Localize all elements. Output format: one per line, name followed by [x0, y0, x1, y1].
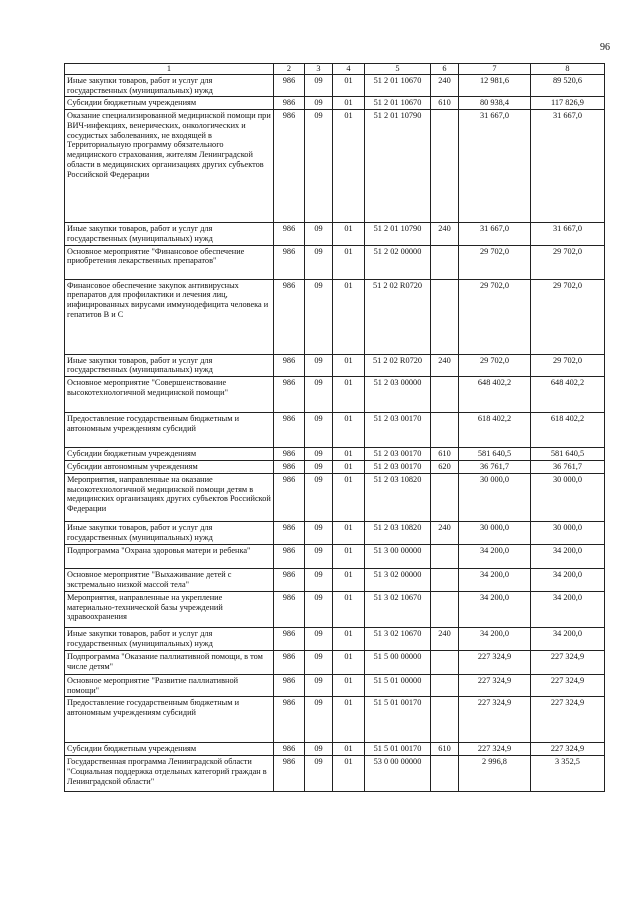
- cell-v1: 2 996,8: [459, 756, 531, 792]
- table-row: [65, 461, 605, 474]
- cell-grbs: 986: [274, 697, 305, 743]
- cell-pr: 01: [333, 413, 365, 448]
- cell-name: Иные закупки товаров, работ и услуг для государственных (муниципальных) нужд: [65, 627, 274, 650]
- cell-vr: [431, 413, 459, 448]
- cell-vr: [431, 110, 459, 223]
- cell-v1: 29 702,0: [459, 354, 531, 377]
- cell-v1: 31 667,0: [459, 223, 531, 246]
- cell-name: Основное мероприятие "Финансовое обеспечение приобретения лекарственных препаратов": [65, 245, 274, 279]
- cell-csr: 51 3 00 00000: [365, 544, 431, 568]
- cell-pr: 01: [333, 473, 365, 521]
- cell-name: Основное мероприятие "Совершенствование высокотехнологичной медицинской помощи": [65, 377, 274, 413]
- cell-name: Иные закупки товаров, работ и услуг для государственных (муниципальных) нужд: [65, 223, 274, 246]
- cell-csr: 51 5 01 00000: [365, 674, 431, 697]
- cell-v1: 34 200,0: [459, 591, 531, 627]
- cell-vr: 240: [431, 74, 459, 97]
- cell-grbs: 986: [274, 473, 305, 521]
- cell-pr: 01: [333, 650, 365, 674]
- cell-v1: 30 000,0: [459, 521, 531, 544]
- cell-grbs: 986: [274, 74, 305, 97]
- cell-rz: 09: [305, 461, 333, 474]
- cell-pr: 01: [333, 674, 365, 697]
- cell-grbs: 986: [274, 521, 305, 544]
- table-row: [65, 448, 605, 461]
- cell-v1: 227 324,9: [459, 674, 531, 697]
- table-row: [65, 743, 605, 756]
- cell-rz: 09: [305, 756, 333, 792]
- table-row: [65, 756, 605, 792]
- cell-vr: 240: [431, 354, 459, 377]
- cell-name: Мероприятия, направленные на укрепление материально-технической базы учреждений здравоохранения: [65, 591, 274, 627]
- cell-v2: 34 200,0: [531, 591, 605, 627]
- cell-v2: 30 000,0: [531, 521, 605, 544]
- cell-v2: 34 200,0: [531, 627, 605, 650]
- column-header: 6: [431, 64, 459, 75]
- cell-vr: [431, 697, 459, 743]
- cell-csr: 51 2 02 00000: [365, 245, 431, 279]
- cell-v2: 227 324,9: [531, 743, 605, 756]
- cell-v2: 34 200,0: [531, 544, 605, 568]
- cell-v2: 34 200,0: [531, 568, 605, 591]
- cell-csr: 51 2 03 10820: [365, 473, 431, 521]
- cell-pr: 01: [333, 743, 365, 756]
- cell-v1: 30 000,0: [459, 473, 531, 521]
- cell-grbs: 986: [274, 674, 305, 697]
- cell-v1: 34 200,0: [459, 568, 531, 591]
- cell-csr: 51 2 01 10670: [365, 97, 431, 110]
- cell-grbs: 986: [274, 223, 305, 246]
- cell-csr: 51 2 03 00000: [365, 377, 431, 413]
- cell-v2: 36 761,7: [531, 461, 605, 474]
- cell-v1: 618 402,2: [459, 413, 531, 448]
- cell-name: Субсидии автономным учреждениям: [65, 461, 274, 474]
- cell-vr: [431, 674, 459, 697]
- cell-grbs: 986: [274, 97, 305, 110]
- column-header: 8: [531, 64, 605, 75]
- table-row: [65, 245, 605, 279]
- cell-vr: 240: [431, 627, 459, 650]
- cell-pr: 01: [333, 544, 365, 568]
- cell-vr: [431, 544, 459, 568]
- cell-v1: 29 702,0: [459, 279, 531, 354]
- cell-rz: 09: [305, 97, 333, 110]
- cell-grbs: 986: [274, 279, 305, 354]
- table-row: [65, 591, 605, 627]
- page-number: 96: [600, 42, 610, 53]
- cell-vr: [431, 473, 459, 521]
- cell-name: Оказание специализированной медицинской помощи при ВИЧ-инфекциях, венерических, онкологических и сосудистых заболеваниях, не входящей в Территориальную программу обязательного медицинского страхования, жителям Ленинградской области в медицинских организациях других субъектов Российской Федерации: [65, 110, 274, 223]
- table-row: [65, 377, 605, 413]
- cell-csr: 51 5 01 00170: [365, 697, 431, 743]
- cell-v1: 31 667,0: [459, 110, 531, 223]
- cell-csr: 51 2 03 00170: [365, 448, 431, 461]
- cell-name: Государственная программа Ленинградской области "Социальная поддержка отдельных категорий граждан в Ленинградской области": [65, 756, 274, 792]
- cell-v2: 30 000,0: [531, 473, 605, 521]
- table-row: [65, 110, 605, 223]
- table-row: [65, 544, 605, 568]
- cell-rz: 09: [305, 473, 333, 521]
- cell-pr: 01: [333, 568, 365, 591]
- cell-vr: 240: [431, 223, 459, 246]
- cell-v2: 31 667,0: [531, 223, 605, 246]
- cell-csr: 51 5 00 00000: [365, 650, 431, 674]
- column-header: 4: [333, 64, 365, 75]
- cell-pr: 01: [333, 521, 365, 544]
- column-header: 5: [365, 64, 431, 75]
- cell-pr: 01: [333, 354, 365, 377]
- cell-pr: 01: [333, 627, 365, 650]
- cell-csr: 51 2 03 00170: [365, 413, 431, 448]
- cell-csr: 51 2 03 10820: [365, 521, 431, 544]
- cell-v1: 648 402,2: [459, 377, 531, 413]
- cell-grbs: 986: [274, 245, 305, 279]
- table-row: [65, 74, 605, 97]
- table-row: [65, 97, 605, 110]
- cell-v2: 648 402,2: [531, 377, 605, 413]
- table-row: [65, 568, 605, 591]
- cell-v2: 618 402,2: [531, 413, 605, 448]
- cell-name: Предоставление государственным бюджетным и автономным учреждениям субсидий: [65, 697, 274, 743]
- cell-csr: 51 3 02 10670: [365, 591, 431, 627]
- column-header: 3: [305, 64, 333, 75]
- cell-v2: 227 324,9: [531, 697, 605, 743]
- column-header: 1: [65, 64, 274, 75]
- cell-csr: 51 2 02 R0720: [365, 354, 431, 377]
- cell-rz: 09: [305, 413, 333, 448]
- cell-pr: 01: [333, 110, 365, 223]
- cell-name: Субсидии бюджетным учреждениям: [65, 743, 274, 756]
- cell-v1: 29 702,0: [459, 245, 531, 279]
- cell-vr: [431, 650, 459, 674]
- cell-rz: 09: [305, 448, 333, 461]
- cell-rz: 09: [305, 568, 333, 591]
- cell-csr: 51 2 02 R0720: [365, 279, 431, 354]
- cell-grbs: 986: [274, 354, 305, 377]
- cell-grbs: 986: [274, 110, 305, 223]
- cell-v1: 12 981,6: [459, 74, 531, 97]
- cell-grbs: 986: [274, 591, 305, 627]
- cell-name: Финансовое обеспечение закупок антивирусных препаратов для профилактики и лечения лиц, инфицированных вирусами иммунодефицита человека и гепатитов В и С: [65, 279, 274, 354]
- cell-name: Предоставление государственным бюджетным и автономным учреждениям субсидий: [65, 413, 274, 448]
- cell-rz: 09: [305, 591, 333, 627]
- cell-vr: [431, 245, 459, 279]
- cell-name: Подпрограмма "Оказание паллиативной помощи, в том числе детям": [65, 650, 274, 674]
- cell-csr: 51 3 02 00000: [365, 568, 431, 591]
- cell-csr: 51 2 01 10790: [365, 110, 431, 223]
- cell-grbs: 986: [274, 448, 305, 461]
- cell-v2: 31 667,0: [531, 110, 605, 223]
- cell-v2: 227 324,9: [531, 674, 605, 697]
- cell-v1: 34 200,0: [459, 627, 531, 650]
- cell-vr: 620: [431, 461, 459, 474]
- table-row: [65, 279, 605, 354]
- cell-rz: 09: [305, 743, 333, 756]
- cell-name: Подпрограмма "Охрана здоровья матери и ребенка": [65, 544, 274, 568]
- cell-v1: 34 200,0: [459, 544, 531, 568]
- cell-grbs: 986: [274, 627, 305, 650]
- table-row: [65, 521, 605, 544]
- cell-pr: 01: [333, 377, 365, 413]
- cell-grbs: 986: [274, 544, 305, 568]
- cell-pr: 01: [333, 245, 365, 279]
- cell-rz: 09: [305, 627, 333, 650]
- table-row: [65, 627, 605, 650]
- cell-grbs: 986: [274, 413, 305, 448]
- cell-v1: 227 324,9: [459, 650, 531, 674]
- cell-name: Субсидии бюджетным учреждениям: [65, 448, 274, 461]
- column-header: 2: [274, 64, 305, 75]
- cell-vr: [431, 756, 459, 792]
- cell-csr: 51 3 02 10670: [365, 627, 431, 650]
- table-row: [65, 354, 605, 377]
- cell-rz: 09: [305, 354, 333, 377]
- cell-rz: 09: [305, 521, 333, 544]
- cell-grbs: 986: [274, 377, 305, 413]
- cell-csr: 51 2 01 10670: [365, 74, 431, 97]
- cell-pr: 01: [333, 591, 365, 627]
- cell-rz: 09: [305, 223, 333, 246]
- cell-vr: 610: [431, 97, 459, 110]
- cell-grbs: 986: [274, 743, 305, 756]
- cell-rz: 09: [305, 674, 333, 697]
- cell-rz: 09: [305, 110, 333, 223]
- cell-v2: 29 702,0: [531, 354, 605, 377]
- cell-pr: 01: [333, 97, 365, 110]
- header-row: [65, 64, 605, 75]
- cell-grbs: 986: [274, 568, 305, 591]
- column-header: 7: [459, 64, 531, 75]
- cell-name: Иные закупки товаров, работ и услуг для государственных (муниципальных) нужд: [65, 74, 274, 97]
- cell-pr: 01: [333, 74, 365, 97]
- cell-v2: 89 520,6: [531, 74, 605, 97]
- cell-name: Основное мероприятие "Развитие паллиативной помощи": [65, 674, 274, 697]
- table-row: [65, 473, 605, 521]
- cell-v1: 80 938,4: [459, 97, 531, 110]
- cell-v2: 3 352,5: [531, 756, 605, 792]
- cell-name: Иные закупки товаров, работ и услуг для государственных (муниципальных) нужд: [65, 521, 274, 544]
- budget-table: [64, 63, 605, 792]
- cell-vr: 610: [431, 743, 459, 756]
- cell-grbs: 986: [274, 461, 305, 474]
- cell-rz: 09: [305, 377, 333, 413]
- cell-v2: 117 826,9: [531, 97, 605, 110]
- cell-csr: 53 0 00 00000: [365, 756, 431, 792]
- table-row: [65, 223, 605, 246]
- cell-name: Мероприятия, направленные на оказание высокотехнологичной медицинской помощи детям в медицинских организациях других субъектов Российской Федерации: [65, 473, 274, 521]
- cell-pr: 01: [333, 223, 365, 246]
- cell-rz: 09: [305, 279, 333, 354]
- cell-v1: 227 324,9: [459, 743, 531, 756]
- cell-vr: 240: [431, 521, 459, 544]
- cell-csr: 51 2 03 00170: [365, 461, 431, 474]
- cell-csr: 51 5 01 00170: [365, 743, 431, 756]
- cell-rz: 09: [305, 697, 333, 743]
- cell-vr: [431, 279, 459, 354]
- cell-name: Иные закупки товаров, работ и услуг для государственных (муниципальных) нужд: [65, 354, 274, 377]
- cell-pr: 01: [333, 461, 365, 474]
- cell-grbs: 986: [274, 756, 305, 792]
- cell-vr: [431, 377, 459, 413]
- cell-v1: 36 761,7: [459, 461, 531, 474]
- cell-pr: 01: [333, 279, 365, 354]
- cell-v2: 581 640,5: [531, 448, 605, 461]
- cell-vr: [431, 591, 459, 627]
- cell-rz: 09: [305, 650, 333, 674]
- cell-vr: [431, 568, 459, 591]
- cell-pr: 01: [333, 448, 365, 461]
- cell-rz: 09: [305, 74, 333, 97]
- cell-v2: 29 702,0: [531, 279, 605, 354]
- cell-grbs: 986: [274, 650, 305, 674]
- cell-pr: 01: [333, 697, 365, 743]
- cell-rz: 09: [305, 245, 333, 279]
- table-row: [65, 650, 605, 674]
- cell-pr: 01: [333, 756, 365, 792]
- cell-v2: 29 702,0: [531, 245, 605, 279]
- table-row: [65, 697, 605, 743]
- table-row: [65, 674, 605, 697]
- cell-v2: 227 324,9: [531, 650, 605, 674]
- cell-v1: 581 640,5: [459, 448, 531, 461]
- table-row: [65, 413, 605, 448]
- cell-vr: 610: [431, 448, 459, 461]
- cell-csr: 51 2 01 10790: [365, 223, 431, 246]
- cell-rz: 09: [305, 544, 333, 568]
- cell-v1: 227 324,9: [459, 697, 531, 743]
- cell-name: Основное мероприятие "Выхаживание детей с экстремально низкой массой тела": [65, 568, 274, 591]
- cell-name: Субсидии бюджетным учреждениям: [65, 97, 274, 110]
